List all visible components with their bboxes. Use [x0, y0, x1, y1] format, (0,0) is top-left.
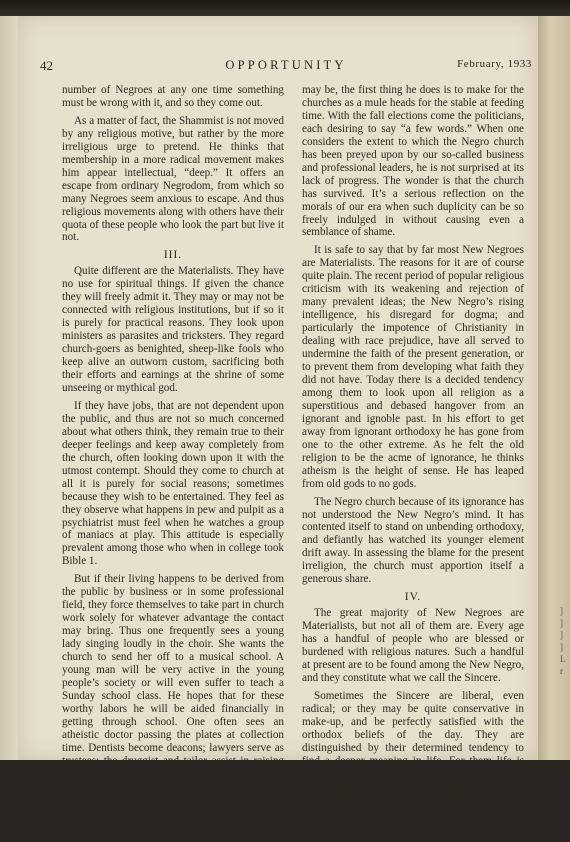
right-column: [302, 84, 524, 824]
paragraph: The great majority of New Negroes are Materialists, but not all of them are. Every age has a handful of people who are blessed or burdened with religious natures. Such a handful at present are to be found among the New Negro, and they constitute what we call the Sincere.: [302, 607, 524, 684]
paragraph: But if their living happens to be derived from the public by business or in some professional field, they force themselves to take part in church work solely for whatever advantage the contact may bring. Thus one frequently sees a young lady singing loudly in the choir. She wants the church to send her off to a musical school. A young man will be very active in the young people’s society or will even suffer to teach a Sunday school class. He hopes that for these worthy labors he will be aided financially in getting through school. One often sees an atheistic doctor passing the plates at collection time. Dentists become deacons; lawyers serve as trustees; the druggist and tailor assist in raising funds. Yet in all this activity there isn’t a shadow of religious sincerity. They are working solely for their selfish aims.: [62, 573, 284, 806]
section-heading: III.: [163, 249, 183, 262]
paragraph: As a matter of fact, the Shammist is not moved by any religious motive, but rather by the more irreligious urge to pretend. He thinks that membership in a more radical movement makes him appear intellectual, “deep.” It offers an escape from ordinary Negrodom, from which so many Negroes seem anxious to escape. And thus religious movements along with others have their quota of these people who look the part but live it not.: [62, 114, 284, 244]
paragraph: It is safe to say that by far most New Negroes are Materialists. The reasons for it are of course quite plain. The recent period of popular religious criticism with its weakening and rejection of many prevalent ideas; the New Negro’s rising intelligence, his disregard for dogma; and particularly the impotence of Christianity in dealing with race prejudice, have all served to undermine the faith of the present generation, or to prevent them from developing what faith they did not have. Today there is a decided tendency among them to look upon all religion as a superstitious and debased hangover from an ignorant and ignoble past. In his effort to get away from ignorant orthodoxy he has gone from one to the other extreme. As he felt the old religion to be the acme of ignorance, he thinks atheism is the height of sense. He has leaped from old gods to no gods.: [302, 244, 524, 490]
paragraph: The Negro church because of its ignorance has not understood the New Negro’s mind. It has contented itself to stand on unbending orthodoxy, and defiantly has watched its younger element drift away. In assessing the blame for the present irreligion, the church must apportion itself a generous share.: [302, 495, 524, 586]
paragraph: If they have jobs, that are not dependent upon the public, and thus are not so much concerned about what others think, they remain true to their deeper feelings and keep away completely from the church, often looking down upon it with the utmost contempt. Should they come to church at all it is purely for social reasons; sometimes because they wish to be entertained. They feel as they observe what happens in pew and pulpit as a psychiatrist must feel when he watches a group of maniacs at play. This attitude is especially prevalent among those who when in college took Bible 1.: [62, 399, 284, 568]
paragraph: number of Negroes at any one time something must be wrong with it, and so they come out.: [62, 84, 284, 109]
page-number: 42: [40, 58, 53, 73]
edge-marks: ] ] ] ] L r: [560, 606, 566, 676]
page-header: [40, 58, 532, 76]
paragraph: Quite different are the Materialists. They have no use for spiritual things. If given the chance they will freely admit it. They may or may not be connected with religious institutions, but if so it is purely for practical reasons. They look upon ministers as parasites and tricksters. They regard church-goers as benighted, sheep-like fools who keep alive an outworn custom, sacrificing both their efforts and earnings at the shrine of some unseeing or mythical god.: [62, 265, 284, 394]
paragraph: Sometimes the Sincere are liberal, even radical; or they may be quite conservative in make-up, and be perfectly satisfied with the orthodox beliefs of the day. They are distinguished by their determined tendency to find a deeper meaning in life. For them life is more than a mortgaged house, a radio and a second-hand automobile, with a possible membership in some exclusive social club. They take life: [302, 689, 524, 819]
paragraph: Let a man be moved by a dream of a business project, no matter how wild or impractical it: [62, 811, 284, 837]
left-column: [62, 84, 284, 842]
issue-date: February, 1933: [457, 58, 532, 70]
running-title: OPPORTUNITY: [225, 58, 347, 72]
paragraph: may be, the first thing he does is to make for the churches as a mule heads for the stable at feeding time. With the fall elections come the politicians, each desiring to say “a few words.” When one considers the extent to which the Negro church has been preyed upon by our so-called business and professional leaders, he is not surprised at its lack of progress. The wonder is that the church has survived. It’s a serious reflection on the morals of our era when such duplicity can be so freely indulged in without causing even a semblance of shame.: [302, 84, 524, 239]
section-heading: IV.: [404, 591, 422, 604]
